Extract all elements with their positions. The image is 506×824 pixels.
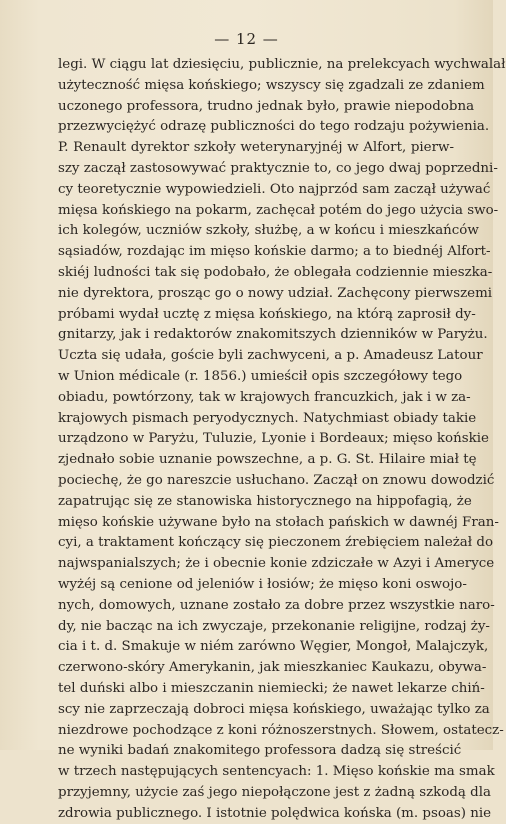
text-line: cyi, a traktament kończący się pieczonem źrebięciem należał do xyxy=(58,535,494,551)
text-line: w trzech następujących sentencyach: 1. Mięso końskie ma smak xyxy=(58,764,495,780)
text-line: P. Renault dyrektor szkoły weterynaryjnéj w Alfort, pierw- xyxy=(58,140,454,156)
text-line: zjednało sobie uznanie powszechne, a p. G. St. Hilaire miał tę xyxy=(58,452,477,468)
text-line: skiéj ludności tak się podobało, że oblegała codziennie mieszka- xyxy=(58,264,493,280)
text-line: najwspanialszych; że i obecnie konie zdziczałe w Azyi i Ameryce xyxy=(58,556,495,572)
text-line: przyjemny, użycie zaś jego niepołączone jest z żadną szkodą dla xyxy=(58,784,491,800)
body-text xyxy=(58,55,506,824)
text-line: nych, domowych, uznane zostało za dobre przez wszystkie naro- xyxy=(58,597,495,613)
text-line: urządzono w Paryżu, Tuluzie, Lyonie i Bordeaux; mięso końskie xyxy=(58,431,489,447)
text-line: wyżéj są cenione od jeleniów i łosiów; że mięso koni oswojo- xyxy=(58,576,467,592)
text-line: zdrowia publicznego. I istotnie polędwica końska (m. psoas) nie xyxy=(58,805,492,821)
text-line: obiadu, powtórzony, tak w krajowych francuzkich, jak i w za- xyxy=(58,389,471,405)
text-line: przezwyciężyć odrazę publiczności do tego rodzaju pożywienia. xyxy=(58,119,490,135)
text-line: scy nie zaprzeczają dobroci mięsa końskiego, uważając tylko za xyxy=(58,701,490,717)
text-line: mięso końskie używane było na stołach pańskich w dawnéj Fran- xyxy=(58,514,499,530)
text-line: tel duński albo i mieszczanin niemiecki; że nawet lekarze chiń- xyxy=(58,680,485,696)
text-line: krajowych pismach peryodycznych. Natychmiast obiady takie xyxy=(58,410,477,426)
text-line: niezdrowe pochodzące z koni różnoszerstnych. Słowem, ostatecz- xyxy=(58,722,504,738)
text-line: uczonego professora, trudno jednak było, prawie niepodobna xyxy=(58,98,475,114)
text-line: szy zaczął zastosowywać praktycznie to, co jego dwaj poprzedni- xyxy=(58,160,498,176)
text-line: gnitarzy, jak i redaktorów znakomitszych dzienników w Paryżu. xyxy=(58,327,488,343)
text-line: Uczta się udała, goście byli zachwyceni, a p. Amadeusz Latour xyxy=(58,348,483,364)
text-line: ne wyniki badań znakomitego professora dadzą się streścić xyxy=(58,743,462,759)
text-line: czerwono-skóry Amerykanin, jak mieszkaniec Kaukazu, obywa- xyxy=(58,660,487,676)
text-line: pociechę, że go nareszcie usłuchano. Zaczął on znowu dowodzić xyxy=(58,472,495,488)
page-number: — 12 — xyxy=(214,30,279,48)
text-line: mięsa końskiego na pokarm, zachęcał potém do jego użycia swo- xyxy=(58,202,499,218)
text-line: próbami wydał ucztę z mięsa końskiego, na którą zaprosił dy- xyxy=(58,306,476,322)
text-line: ich kolegów, uczniów szkoły, służbę, a w końcu i mieszkańców xyxy=(58,223,479,239)
text-line: dy, nie bacząc na ich zwyczaje, przekonanie religijne, rodzaj ży- xyxy=(58,618,490,634)
text-line: nie dyrektora, prosząc go o nowy udział. Zachęcony pierwszemi xyxy=(58,285,493,301)
text-line: cia i t. d. Smakuje w niém zarówno Węgier, Mongoł, Malajczyk, xyxy=(58,639,489,655)
text-line: użyteczność mięsa końskiego; wszyscy się zgadzali ze zdaniem xyxy=(58,77,485,93)
text-line: zapatrując się ze stanowiska historycznego na hippofagią, że xyxy=(58,493,472,509)
text-line: legi. W ciągu lat dziesięciu, publicznie, na prelekcyach wychwalał xyxy=(58,57,506,72)
text-line: w Union médicale (r. 1856.) umieścił opis szczegółowy tego xyxy=(58,368,463,384)
text-line: cy teoretycznie wypowiedzieli. Oto najprzód sam zaczął używać xyxy=(58,181,491,197)
text-line: sąsiadów, rozdając im mięso końskie darmo; a to biednéj Alfort- xyxy=(58,244,491,260)
